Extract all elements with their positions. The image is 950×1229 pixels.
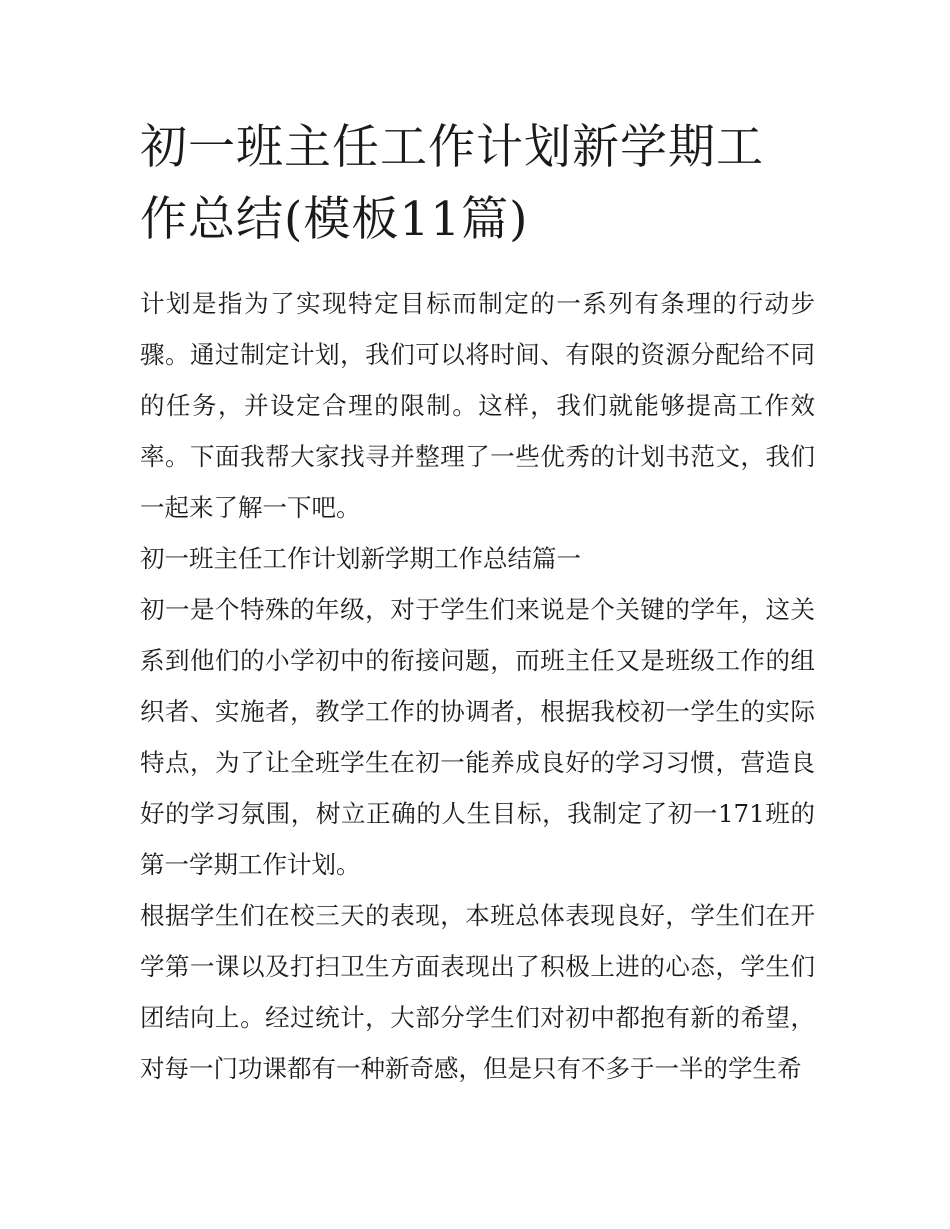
document-page bbox=[140, 112, 815, 1094]
body-paragraph: 初一是个特殊的年级，对于学生们来说是个关键的学年，这关系到他们的小学初中的衔接问题，而班主任又是班级工作的组织者、实施者，教学工作的协调者，根据我校初一学生的实际特点，为了让全班学生在初一能养成良好的学习习惯，营造良好的学习氛围，树立正确的人生目标，我制定了初一171班的第一学期工作计划。 bbox=[140, 595, 815, 879]
section-heading: 初一班主任工作计划新学期工作总结篇一 bbox=[140, 544, 581, 573]
body-paragraph: 根据学生们在校三天的表现，本班总体表现良好，学生们在开学第一课以及打扫卫生方面表现出了积极上进的心态，学生们团结向上。经过统计，大部分学生们对初中都抱有新的希望，对每一门功课都有一种新奇感，但是只有不多于一半的学生希 bbox=[140, 901, 815, 1083]
document-body bbox=[140, 278, 815, 1094]
document-title: 初一班主任工作计划新学期工作总结(模板11篇) bbox=[140, 120, 764, 247]
intro-paragraph: 计划是指为了实现特定目标而制定的一系列有条理的行动步骤。通过制定计划，我们可以将时间、有限的资源分配给不同的任务，并设定合理的限制。这样，我们就能够提高工作效率。下面我帮大家找寻并整理了一些优秀的计划书范文，我们一起来了解一下吧。 bbox=[140, 289, 815, 522]
